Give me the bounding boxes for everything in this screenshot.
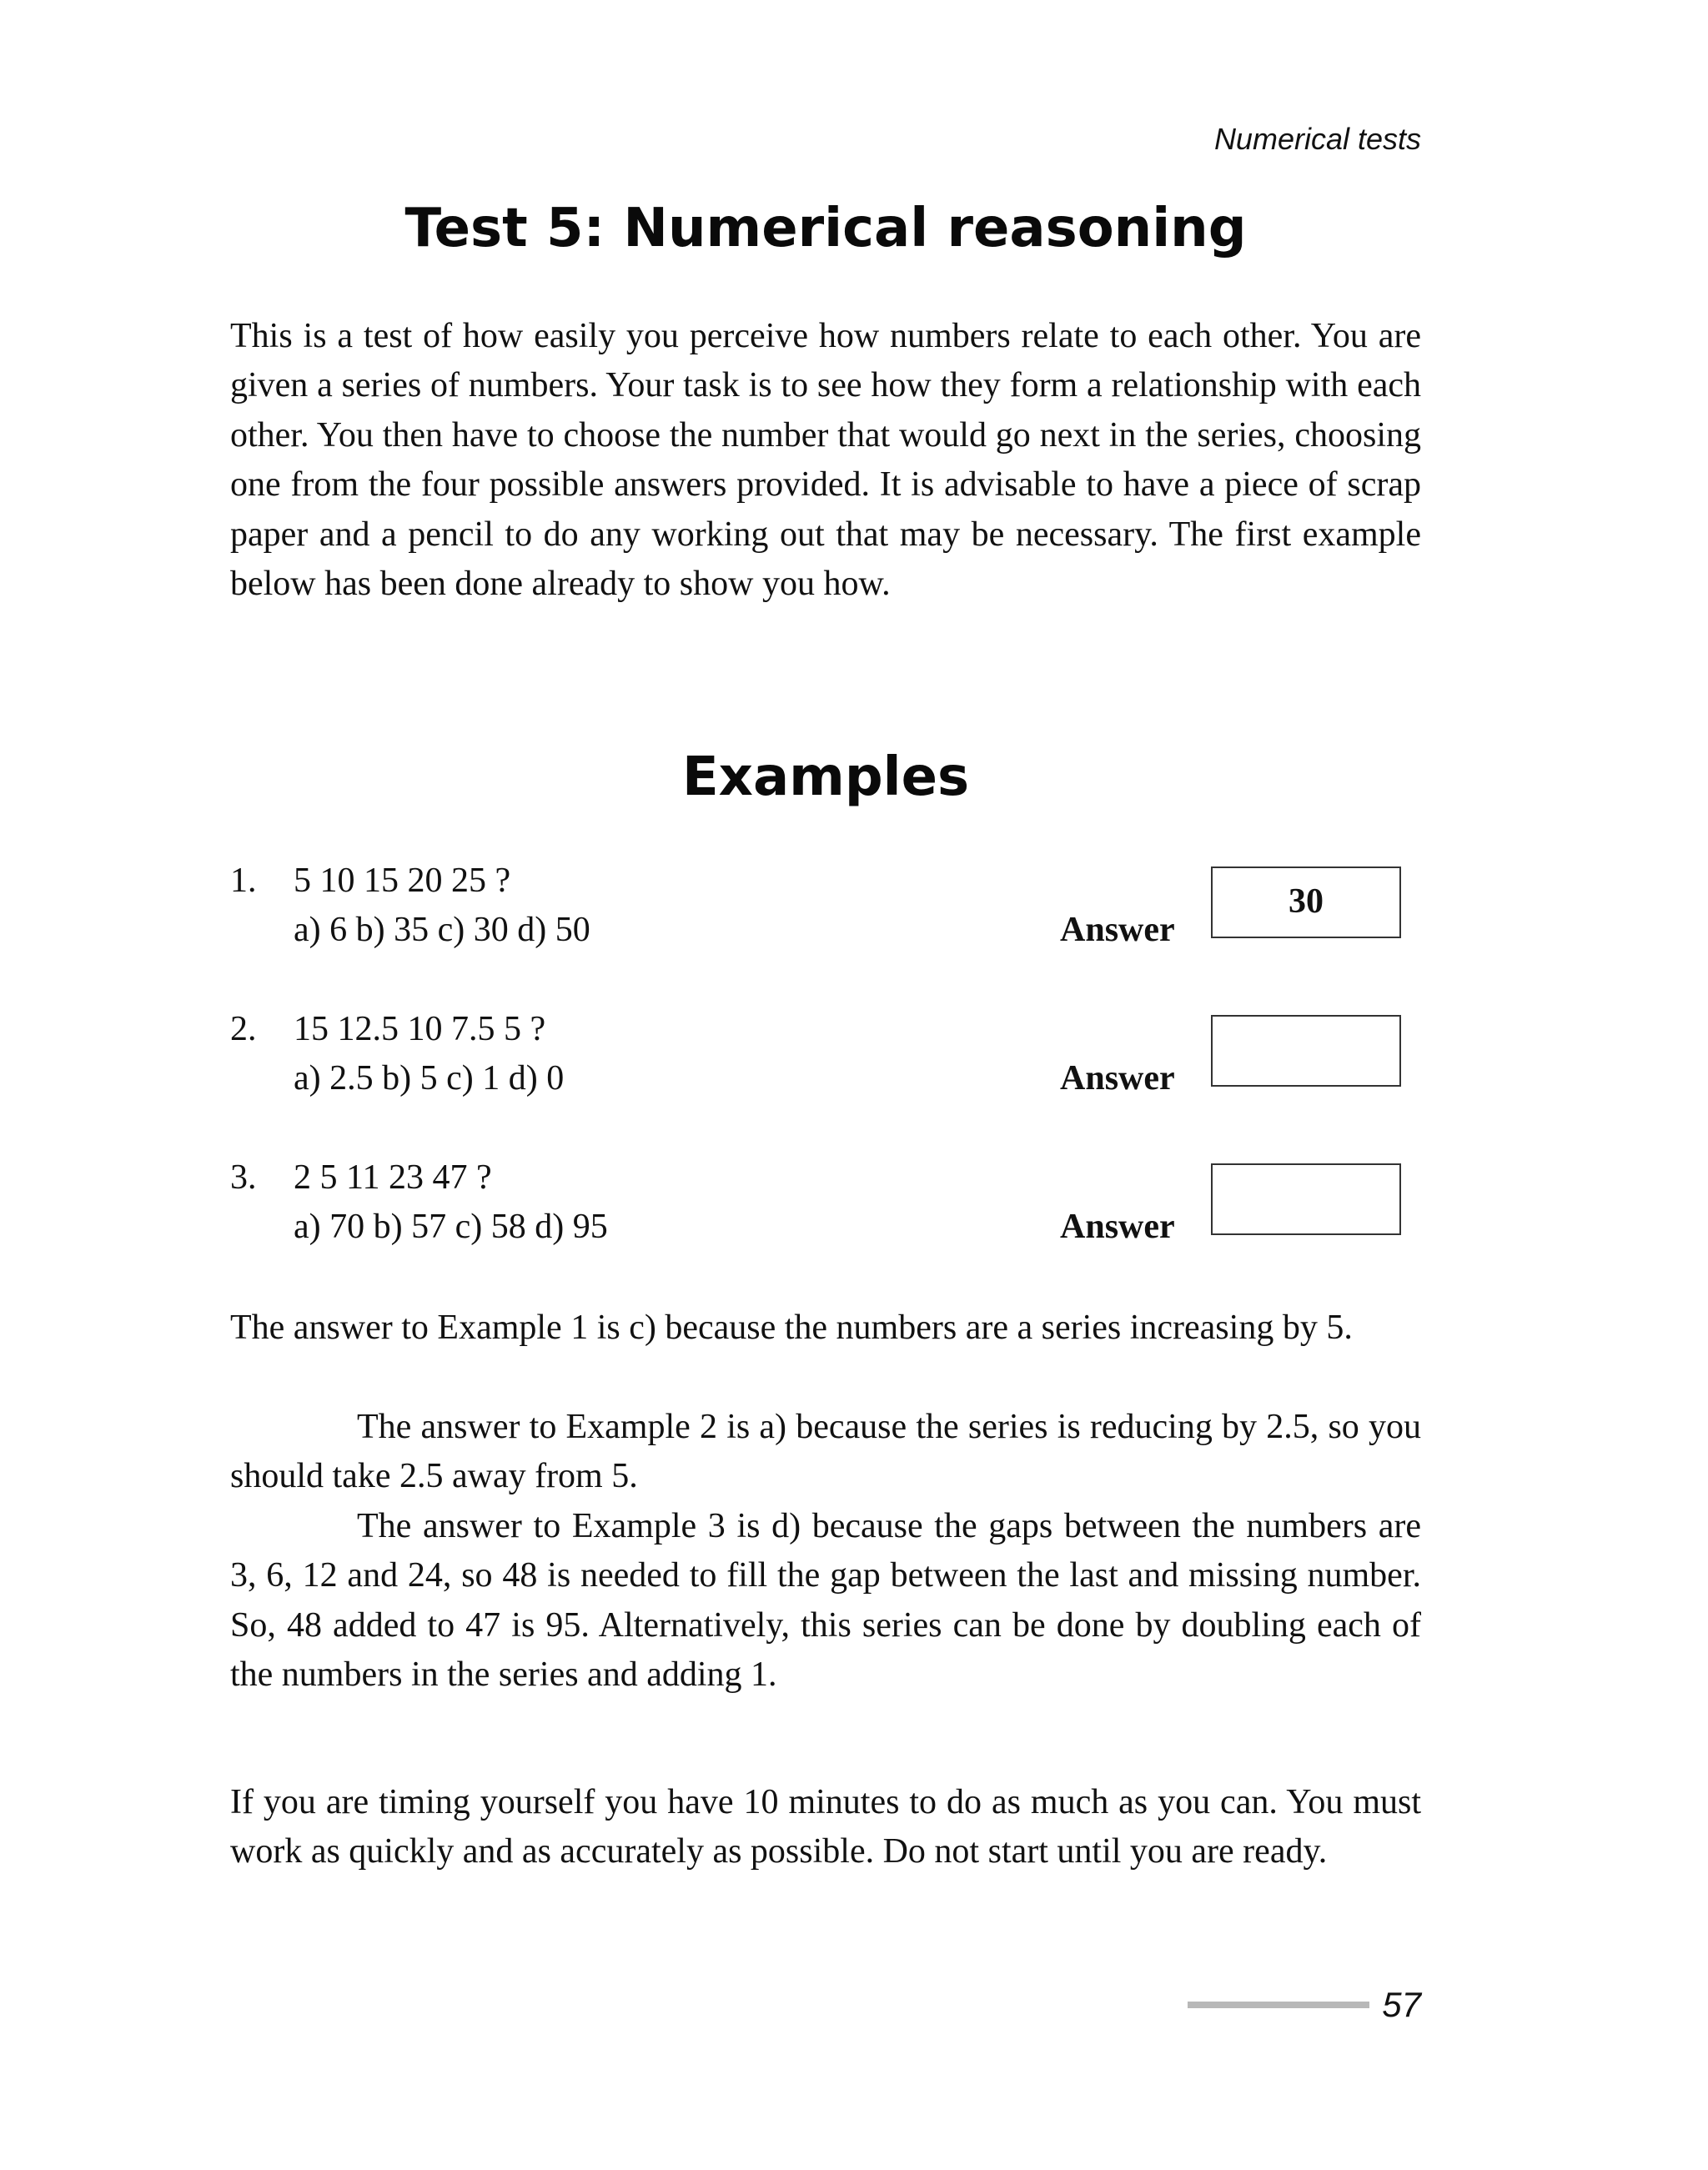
answer-label: Answer xyxy=(1060,1208,1175,1246)
answer-box[interactable] xyxy=(1211,1015,1401,1087)
example-3 xyxy=(230,1153,1421,1270)
example-number: 2. xyxy=(230,1010,257,1048)
page-number: 57 xyxy=(1382,1985,1421,2024)
example-options: a) 70 b) 57 c) 58 d) 95 xyxy=(294,1208,608,1246)
example-series: 2 5 11 23 47 ? xyxy=(294,1158,492,1197)
example-2 xyxy=(230,1005,1421,1122)
example-number: 3. xyxy=(230,1158,257,1197)
answer-box[interactable] xyxy=(1211,1163,1401,1235)
example-series: 5 10 15 20 25 ? xyxy=(294,861,511,900)
explanation-example-1: The answer to Example 1 is c) because the numbers are a series increasing by 5. xyxy=(230,1309,1353,1347)
running-head: Numerical tests xyxy=(1213,122,1421,156)
example-options: a) 2.5 b) 5 c) 1 d) 0 xyxy=(294,1059,565,1098)
example-number: 1. xyxy=(230,861,257,900)
answer-label: Answer xyxy=(1060,1059,1175,1098)
intro-paragraph: This is a test of how easily you perceive how numbers relate to each other. You are given a series of numbers. Your task is to see how they form a relationship with each other. You then have to choose the number that would go next in the series, choosing one from the four possible answers provided. It is advisable to have a piece of scrap paper and a pencil to do any working out that may be necessary. The first example below has been done already to show you how. xyxy=(230,317,1421,604)
timing-paragraph: If you are timing yourself you have 10 minutes to do as much as you can. You must work as quickly and as accurately as possible. Do not start until you are ready. xyxy=(230,1783,1421,1871)
footer-rule xyxy=(1188,2002,1369,2008)
explanation-example-3: The answer to Example 3 is d) because the gaps between the numbers are 3, 6, 12 and 24, so 48 is needed to fill the gap between the last and missing number. So, 48 added to 47 is 95. Alternatively, this series can be done by doubling each of the numbers in the series and adding 1. xyxy=(230,1507,1421,1695)
examples-heading: Examples xyxy=(681,746,970,808)
example-options: a) 6 b) 35 c) 30 d) 50 xyxy=(294,911,590,949)
answer-box[interactable]: 30 xyxy=(1211,866,1401,938)
example-1 xyxy=(230,856,1421,973)
page-title: Test 5: Numerical reasoning xyxy=(404,198,1247,259)
explanation-example-2: The answer to Example 2 is a) because the series is reducing by 2.5, so you should take 2.5 away from 5. xyxy=(230,1408,1421,1496)
example-series: 15 12.5 10 7.5 5 ? xyxy=(294,1010,546,1048)
answer-label: Answer xyxy=(1060,911,1175,949)
